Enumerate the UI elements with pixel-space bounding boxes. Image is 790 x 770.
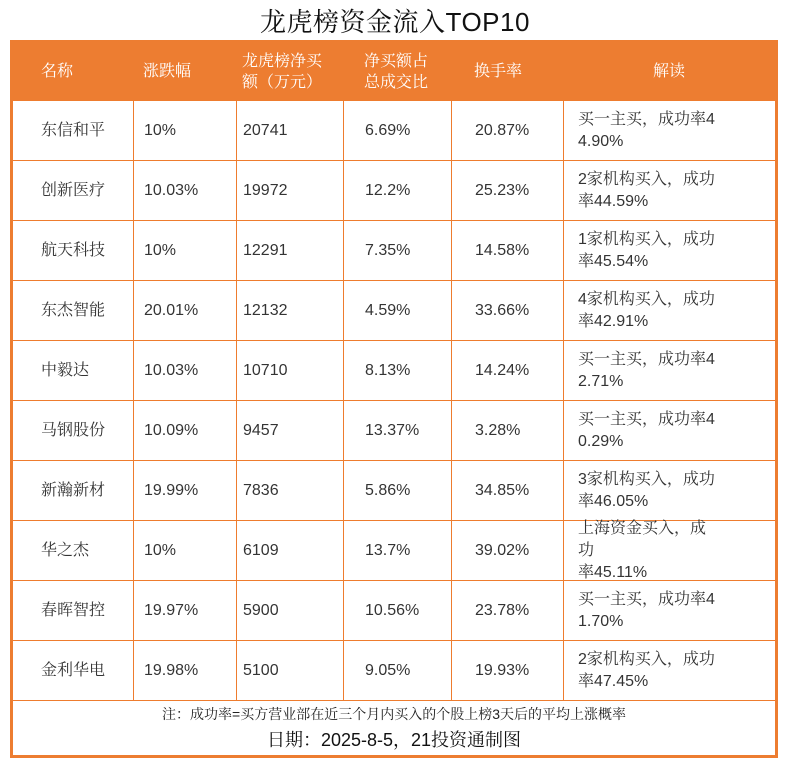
cell-turnover: 14.58% [451, 220, 563, 280]
cell-net-buy-ratio: 7.35% [343, 220, 451, 280]
top10-table [10, 40, 778, 758]
cell-interpretation: 3家机构买入，成功 率46.05% [563, 460, 775, 520]
cell-stock-name: 华之杰 [13, 520, 133, 580]
cell-interpretation: 2家机构买入，成功 率44.59% [563, 160, 775, 220]
cell-interpretation: 1家机构买入，成功 率45.54% [563, 220, 775, 280]
cell-interpretation: 买一主买，成功率4 2.71% [563, 340, 775, 400]
cell-interpretation: 4家机构买入，成功 率42.91% [563, 280, 775, 340]
column-header-change: 涨跌幅 [133, 43, 236, 100]
cell-interpretation: 上海资金买入，成功 率45.11% [563, 520, 775, 580]
cell-stock-name: 金利华电 [13, 640, 133, 700]
cell-net-buy-ratio: 9.05% [343, 640, 451, 700]
column-header-net-buy: 龙虎榜净买 额（万元） [236, 43, 343, 100]
cell-change-pct: 10.03% [133, 160, 236, 220]
cell-turnover: 23.78% [451, 580, 563, 640]
cell-stock-name: 中毅达 [13, 340, 133, 400]
cell-net-buy-ratio: 12.2% [343, 160, 451, 220]
cell-turnover: 39.02% [451, 520, 563, 580]
table-grid [13, 43, 775, 700]
cell-turnover: 33.66% [451, 280, 563, 340]
cell-net-buy: 5100 [236, 640, 343, 700]
cell-change-pct: 20.01% [133, 280, 236, 340]
cell-interpretation: 买一主买，成功率4 1.70% [563, 580, 775, 640]
cell-net-buy-ratio: 10.56% [343, 580, 451, 640]
cell-net-buy: 9457 [236, 400, 343, 460]
table-footnote-area [13, 700, 775, 755]
cell-net-buy: 12132 [236, 280, 343, 340]
cell-interpretation: 买一主买，成功率4 0.29% [563, 400, 775, 460]
cell-interpretation: 买一主买，成功率4 4.90% [563, 100, 775, 160]
cell-turnover: 14.24% [451, 340, 563, 400]
cell-net-buy-ratio: 8.13% [343, 340, 451, 400]
cell-net-buy-ratio: 13.37% [343, 400, 451, 460]
cell-change-pct: 19.98% [133, 640, 236, 700]
cell-net-buy-ratio: 6.69% [343, 100, 451, 160]
cell-change-pct: 10.09% [133, 400, 236, 460]
cell-net-buy: 10710 [236, 340, 343, 400]
cell-change-pct: 10% [133, 220, 236, 280]
column-header-net-ratio: 净买额占 总成交比 [343, 43, 451, 100]
cell-turnover: 34.85% [451, 460, 563, 520]
cell-change-pct: 10% [133, 520, 236, 580]
cell-turnover: 3.28% [451, 400, 563, 460]
cell-change-pct: 19.99% [133, 460, 236, 520]
cell-net-buy: 19972 [236, 160, 343, 220]
cell-change-pct: 19.97% [133, 580, 236, 640]
column-header-interpretation: 解读 [563, 43, 775, 100]
cell-stock-name: 东信和平 [13, 100, 133, 160]
column-header-name: 名称 [13, 43, 133, 100]
cell-stock-name: 马钢股份 [13, 400, 133, 460]
cell-stock-name: 航天科技 [13, 220, 133, 280]
cell-stock-name: 新瀚新材 [13, 460, 133, 520]
cell-net-buy: 5900 [236, 580, 343, 640]
page-title: 龙虎榜资金流入TOP10 [260, 6, 530, 37]
cell-net-buy: 6109 [236, 520, 343, 580]
cell-change-pct: 10% [133, 100, 236, 160]
cell-stock-name: 创新医疗 [13, 160, 133, 220]
cell-net-buy: 7836 [236, 460, 343, 520]
cell-net-buy-ratio: 13.7% [343, 520, 451, 580]
cell-net-buy: 20741 [236, 100, 343, 160]
column-header-turnover: 换手率 [451, 43, 563, 100]
cell-net-buy: 12291 [236, 220, 343, 280]
cell-interpretation: 2家机构买入，成功 率47.45% [563, 640, 775, 700]
cell-net-buy-ratio: 5.86% [343, 460, 451, 520]
cell-turnover: 20.87% [451, 100, 563, 160]
cell-turnover: 25.23% [451, 160, 563, 220]
cell-stock-name: 东杰智能 [13, 280, 133, 340]
cell-net-buy-ratio: 4.59% [343, 280, 451, 340]
cell-stock-name: 春晖智控 [13, 580, 133, 640]
cell-turnover: 19.93% [451, 640, 563, 700]
footnote-text: 注：成功率=买方营业部在近三个月内买入的个股上榜3天后的平均上涨概率 [162, 706, 626, 722]
date-source-text: 日期：2025-8-5，21投资通制图 [266, 730, 522, 750]
cell-change-pct: 10.03% [133, 340, 236, 400]
